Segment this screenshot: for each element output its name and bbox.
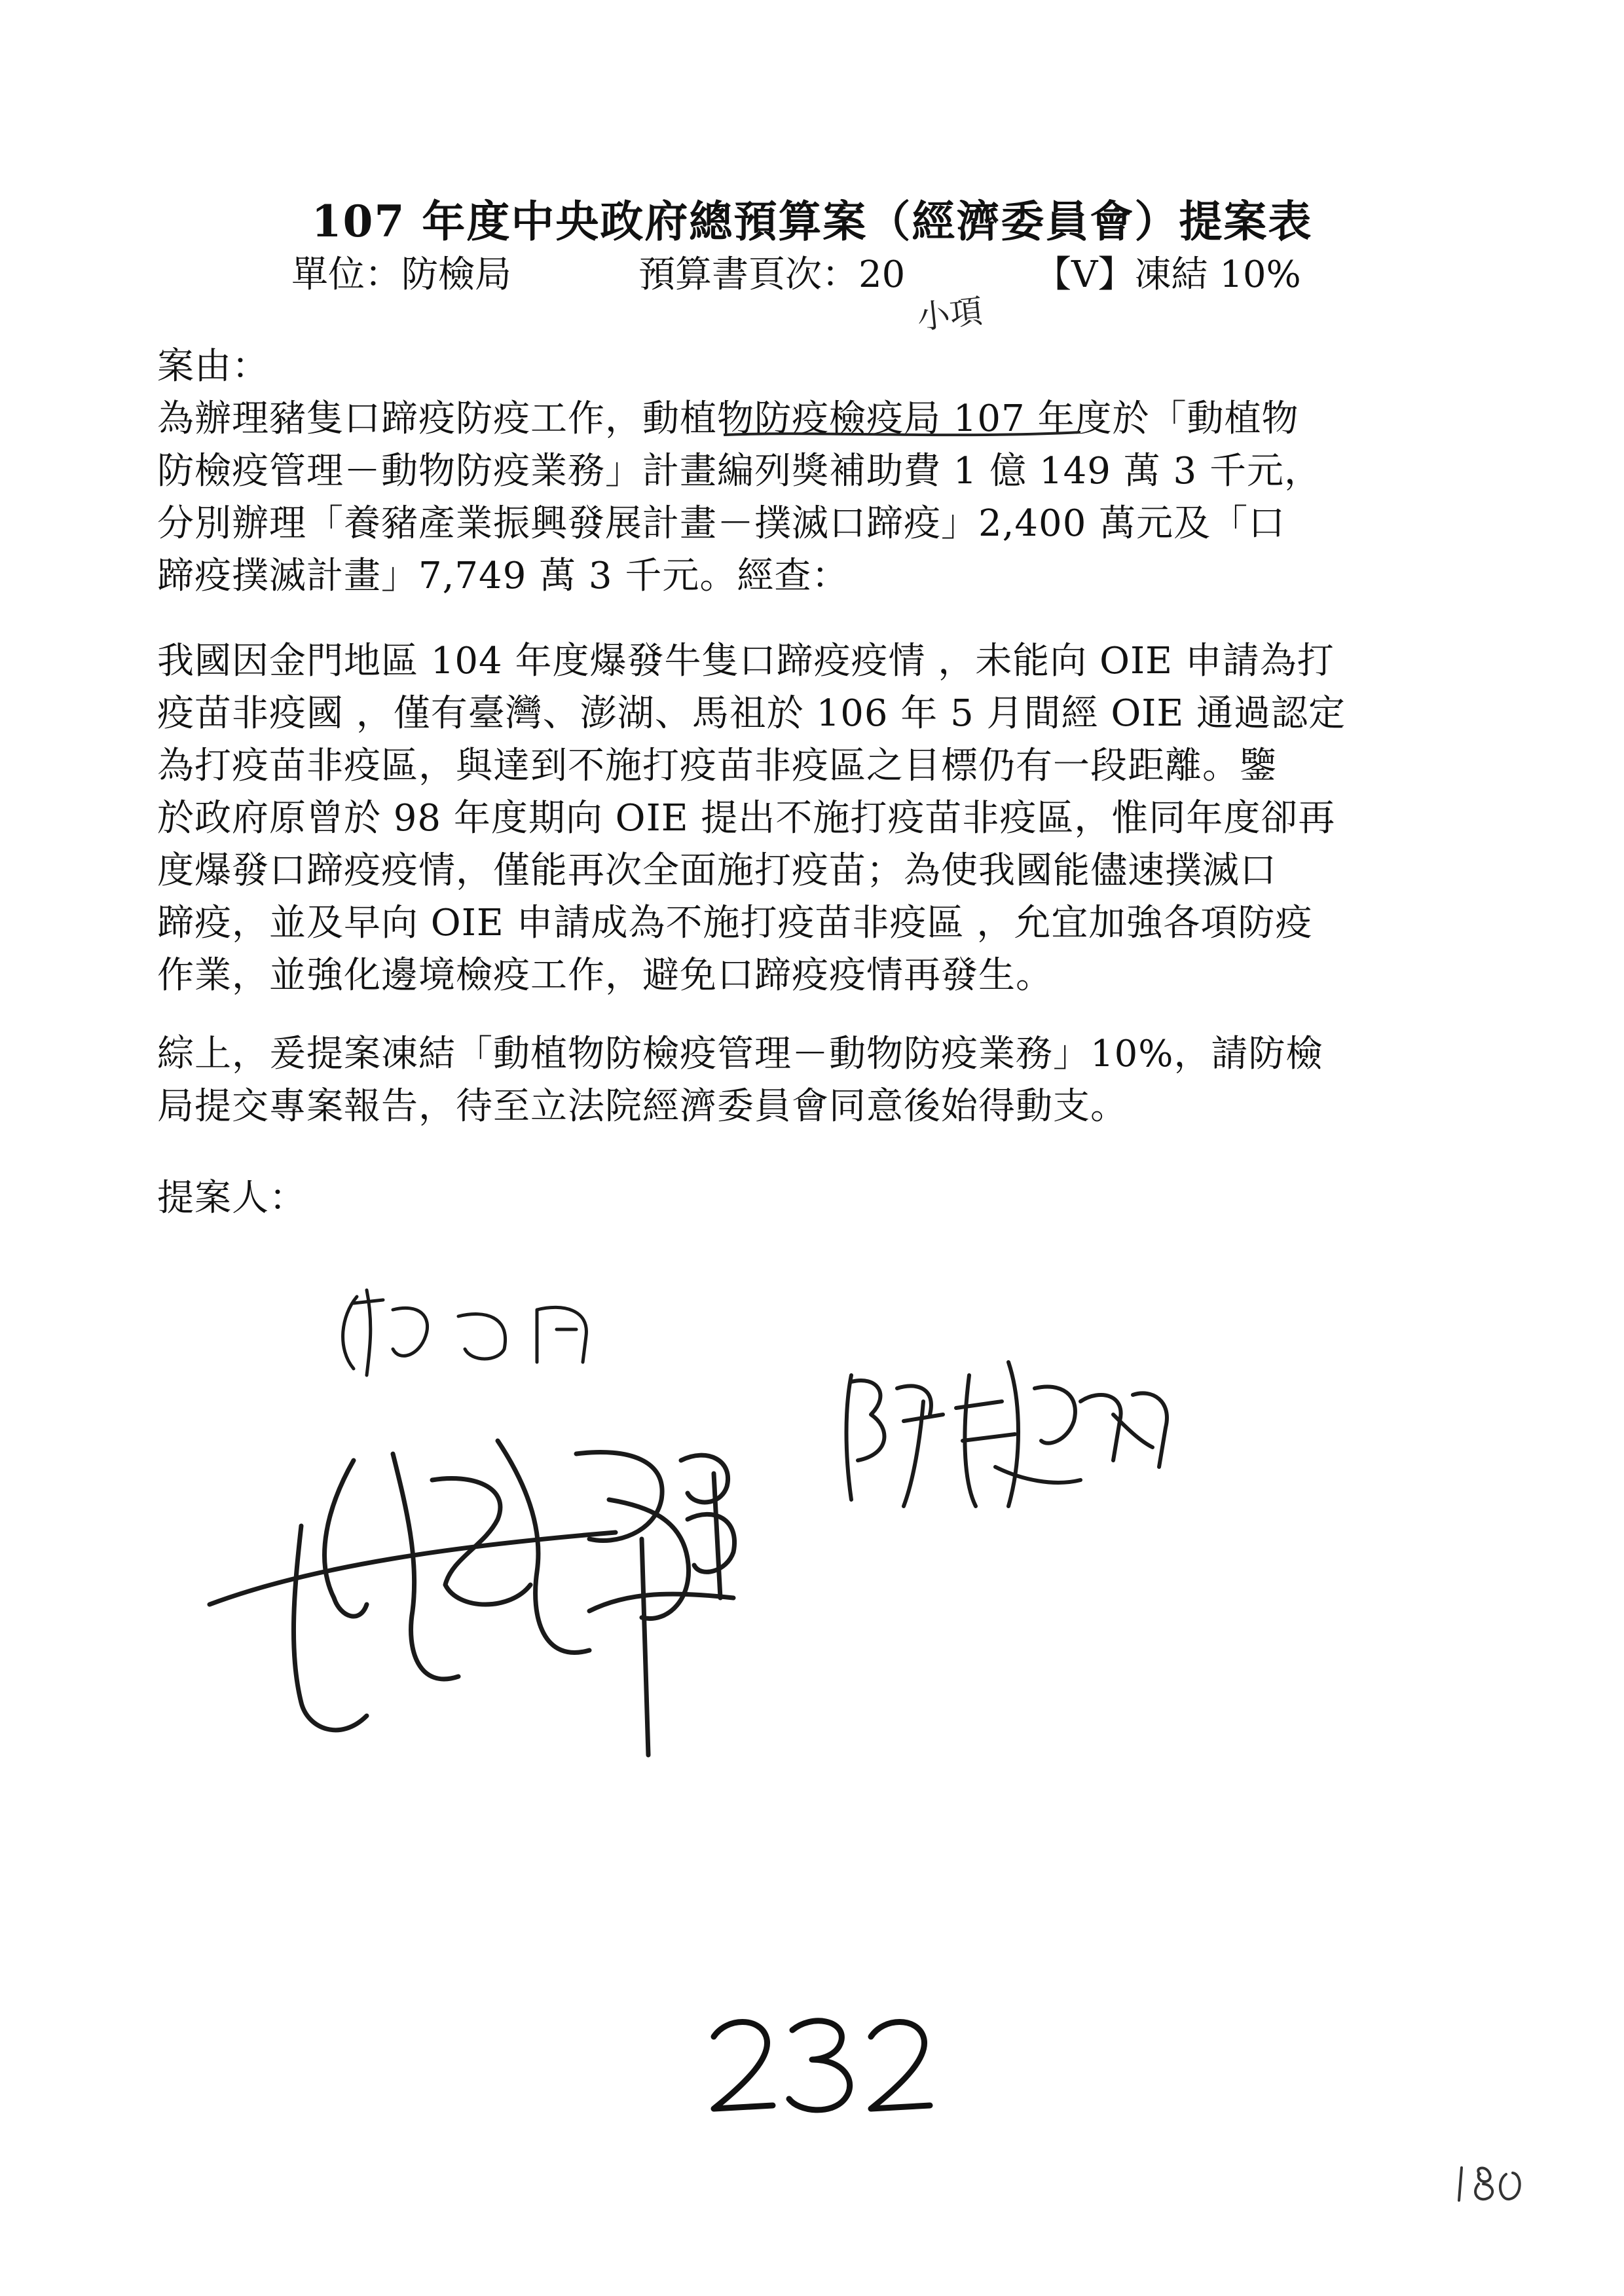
freeze-option: 【V】凍結 10% [1035,253,1301,296]
paragraph-2-line: 蹄疫，並及早向 OIE 申請成為不施打疫苗非疫區 ，允宜加強各項防疫 [157,902,1313,944]
paragraph-2-line: 度爆發口蹄疫疫情，僅能再次全面施打疫苗；為使我國能儘速撲滅口 [157,849,1277,892]
signature-3 [847,1362,1167,1506]
paragraph-2-line: 於政府原曾於 98 年度期向 OIE 提出不施打疫苗非疫區，惟同年度卻再 [157,797,1336,840]
paragraph-1-line: 分別辦理「養豬產業振興發展計畫－撲滅口蹄疫」2,400 萬元及「口 [157,502,1286,545]
paragraph-2-line: 為打疫苗非疫區，與達到不施打疫苗非疫區之目標仍有一段距離。鑒 [157,745,1277,787]
case-heading: 案由： [157,345,269,388]
signature-2 [210,1441,735,1755]
paragraph-1-line: 防檢疫管理－動物防疫業務」計畫編列獎補助費 1 億 149 萬 3 千元， [157,450,1321,492]
document-title: 107 年度中央政府總預算案（經濟委員會）提案表 [311,196,1313,247]
signature-1 [343,1290,587,1375]
paragraph-1-line: 為辦理豬隻口蹄疫防疫工作，動植物防疫檢疫局 107 年度於「動植物 [157,398,1299,440]
handwritten-page-number-180 [1459,2168,1520,2200]
paragraph-3-line: 局提交專案報告，待至立法院經濟委員會同意後始得動支。 [157,1085,1128,1128]
paragraph-2-line: 作業，並強化邊境檢疫工作，避免口蹄疫疫情再發生。 [157,954,1053,997]
paragraph-1-line: 蹄疫撲滅計畫」7,749 萬 3 千元。經查： [157,555,849,597]
budget-page-ref: 預算書頁次：20 [638,253,906,296]
paragraph-3-line: 綜上，爰提案凍結「動植物防檢疫管理－動物防疫業務」10%，請防檢 [157,1033,1323,1075]
unit-label: 單位：防檢局 [291,253,511,296]
paragraph-2-line: 疫苗非疫國 ，僅有臺灣、澎湖、馬祖於 106 年 5 月間經 OIE 通過認定 [157,692,1346,735]
handwritten-item-note: 小項 [915,291,985,337]
handwritten-page-number-232 [714,2021,930,2110]
proposer-label: 提案人： [157,1177,306,1219]
paragraph-2-line: 我國因金門地區 104 年度爆發牛隻口蹄疫疫情 ，未能向 OIE 申請為打 [157,640,1335,682]
